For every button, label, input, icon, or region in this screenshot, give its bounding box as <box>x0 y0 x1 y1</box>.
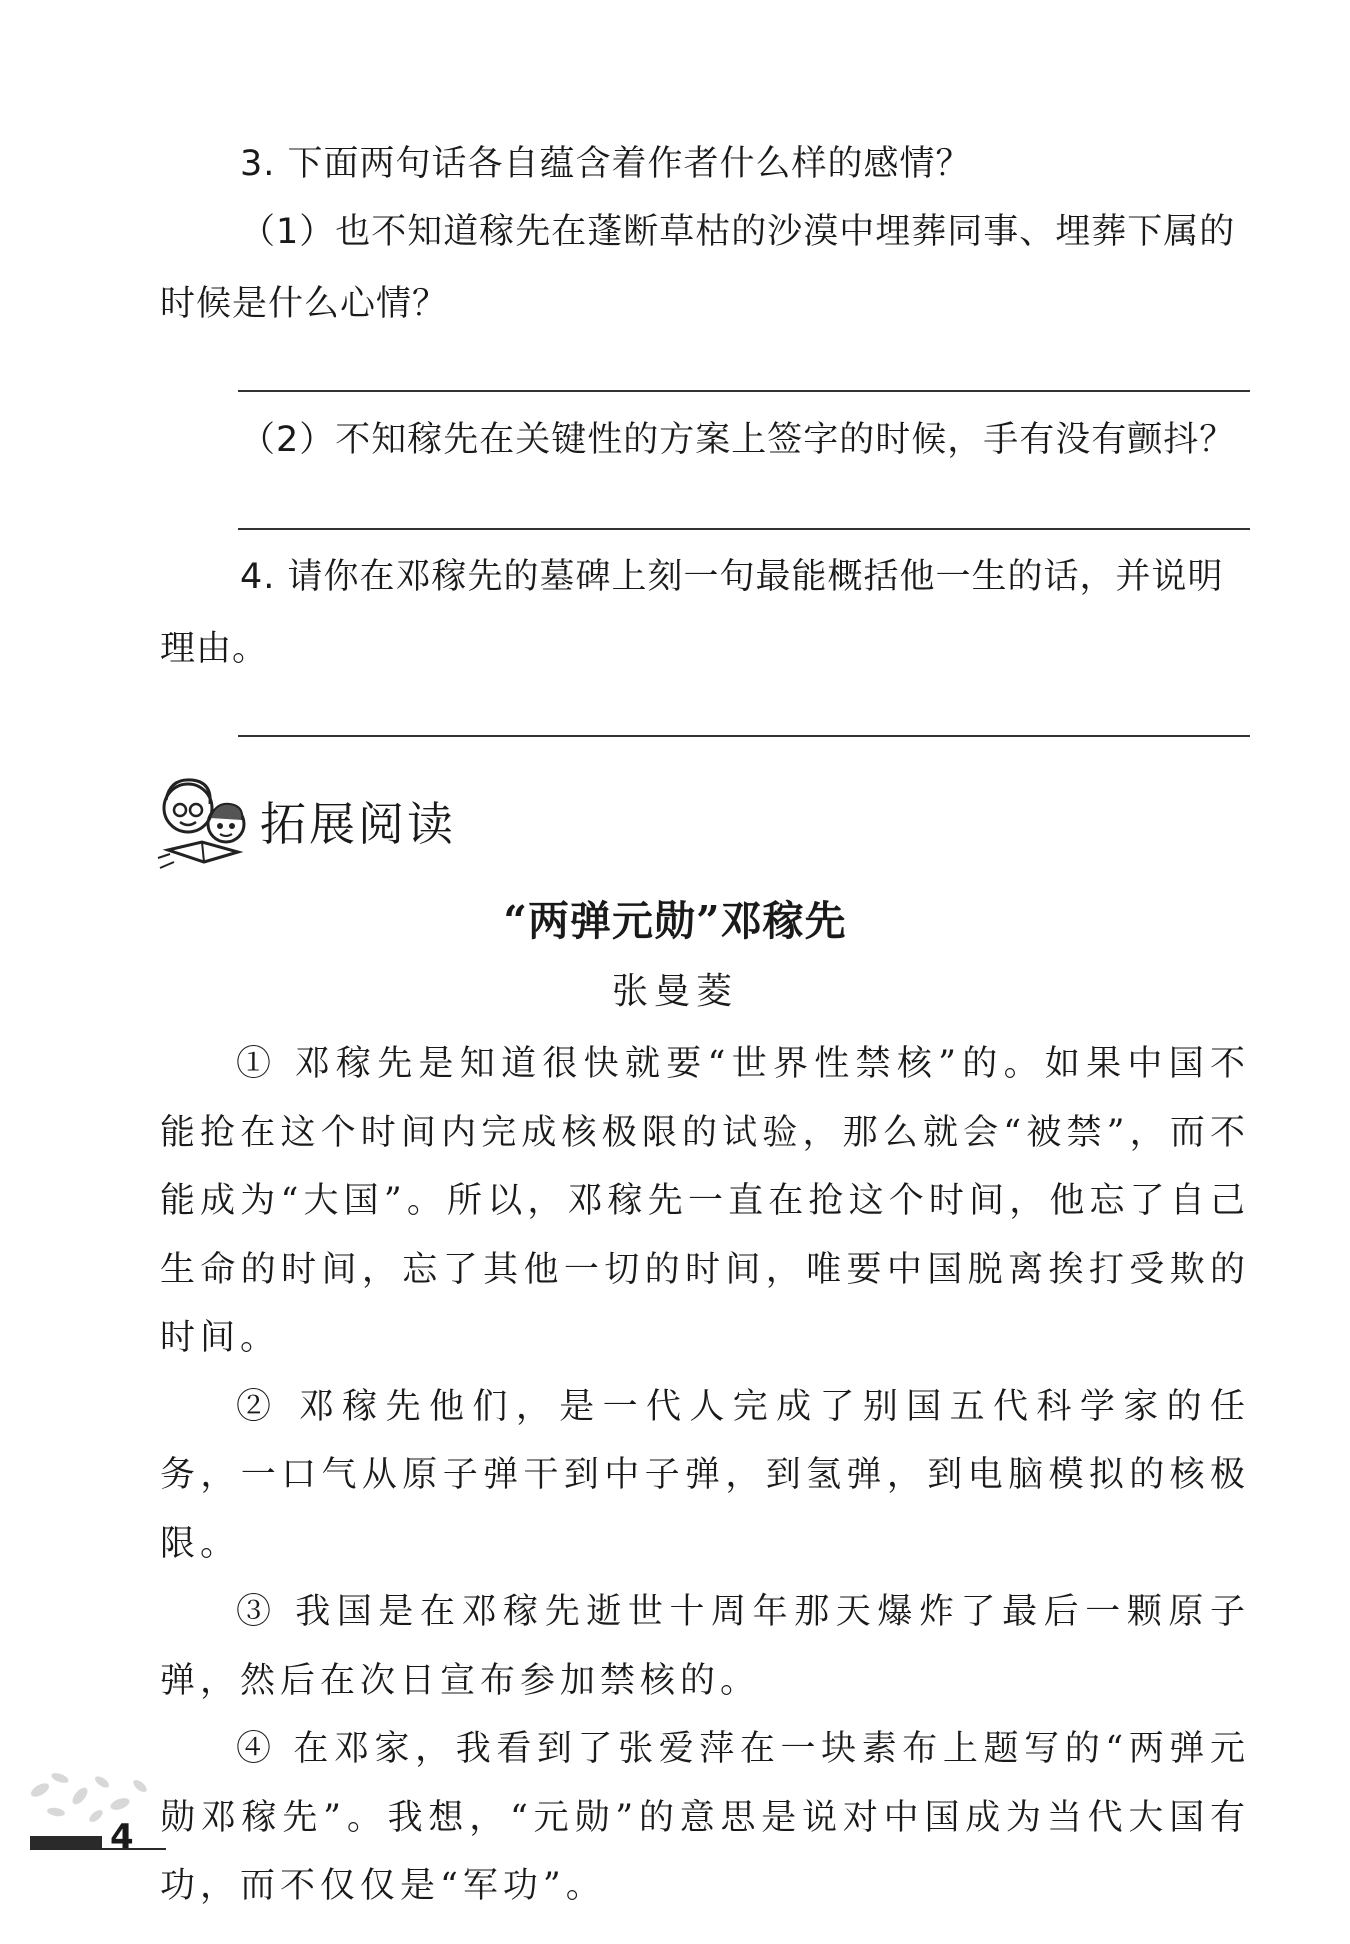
article-title: “两弹元勋”邓稼先 <box>503 897 847 945</box>
reading-children-icon <box>150 770 260 880</box>
article-paragraph-2: ② 邓稼先他们，是一代人完成了别国五代科学家的任务，一口气从原子弹干到中子弹，到氢弹，到电脑模拟的核极限。 <box>160 1386 1250 1564</box>
article-paragraph-3: ③ 我国是在邓稼先逝世十周年那天爆炸了最后一颗原子弹，然后在次日宣布参加禁核的。 <box>160 1592 1250 1701</box>
question-3-sub-1: （1）也不知道稼先在蓬断草枯的沙漠中埋葬同事、埋葬下属的时候是什么心情？ <box>160 212 1236 324</box>
article-paragraph-4: ④ 在邓家，我看到了张爱萍在一块素布上题写的“两弹元勋邓稼先”。我想，“元勋”的意思是说对中国成为当代大国有功，而不仅仅是“军功”。 <box>160 1729 1250 1906</box>
page-number: 4 <box>110 1817 134 1857</box>
question-3-prompt: 3. 下面两句话各自蕴含着作者什么样的感情？ <box>240 144 972 184</box>
answer-line-4[interactable] <box>238 735 1250 737</box>
section-title: 拓展阅读 <box>260 797 456 851</box>
page-number-bar <box>30 1836 102 1850</box>
answer-line-3-2[interactable] <box>238 528 1250 530</box>
section-heading <box>150 770 650 880</box>
article-author: 张曼菱 <box>611 971 738 1012</box>
question-4-prompt: 4. 请你在邓稼先的墓碑上刻一句最能概括他一生的话，并说明理由。 <box>160 557 1224 669</box>
question-3-sub-2: （2）不知稼先在关键性的方案上签字的时候，手有没有颤抖？ <box>240 420 1236 460</box>
answer-line-3-1[interactable] <box>238 390 1250 392</box>
article-body <box>160 1030 1250 1921</box>
leaf-decoration-icon <box>20 1760 170 1830</box>
article-paragraph-1: ① 邓稼先是知道很快就要“世界性禁核”的。如果中国不能抢在这个时间内完成核极限的试验，那么就会“被禁”，而不能成为“大国”。所以，邓稼先一直在抢这个时间，他忘了自己生命的时间，忘了其他一切的时间，唯要中国脱离挨打受欺的时间。 <box>160 1044 1250 1358</box>
